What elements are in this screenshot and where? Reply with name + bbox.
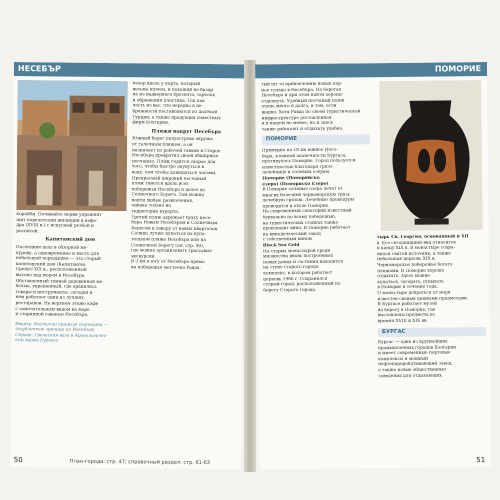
section-header-nesebar: НЕСЕБЪР <box>14 62 245 78</box>
left-page <box>10 62 245 469</box>
right-column-2: тырь Св. Георгия, основанный в ХII в. Его сегодняшний вид относится к концу XIX в. В монастыре сохра- нился святой источник, а также небольшая церковь XIX в. Черноморское побережье богато пляжами. В Поморие хорошо отдыхать. Здесь можно купаться, загорать, отдыхать в Поморие в течение года. О монастыре добраться от моря известен своими ценными предметами. В Бургасе работает музей на берегу в Поморие, где выставлены предметы из времён XVIII и XIX вв. БУРГАС Бургас — одна из крупнейших промышленных городов Болгарии и имеет современные портовые комплексы и мощный нефтеперерабатывающий завод, а также новые общественные заведения для отдыхающих. <box>377 234 487 379</box>
heading-burgas: БУРГАС <box>378 327 486 338</box>
book-gutter <box>244 60 256 472</box>
heading-captain-house: Капитанский дом <box>45 236 96 244</box>
photo-old-town-street <box>16 80 127 211</box>
left-column-2: базар вдоль у порта, который весьма шумен, и похожий на базар не из надворного брезента, тарелок и обращения пластика. Так как часть из вас, что нередко в не- брежности поставляются из далёкой Турции, а также продукция известных фирм Болгарии. Пляжи вокруг Несебъра Южный берег полуострова окружа- ет галечным пляжем, а он назначает из рабочей гавани в Старое Несебъра превратил своей обширные песчаные. Пляж годится скорее для того, чтобы быстро окунуться в воду, чем чтобы дожидаться часами. Прекрасный широкий песчаный пляж тянется вдоль всех побережья Несебъра и далее до Солнечного Берега. Там можно найти любые развлечения, однако только на территории курорта. Третий пляж окружает бухту несе- бъра Новым Несебъром и Солнечным Берегом к северу от новых кварталов. Солнце лучше купаться на купа- тельном пляже Несебъра или на Солнечном Берегу (см. стр. 40), где можно организовать трассовые экскурсии. В 3 км к югу от Несебъра прямо на побережье местечка Равда. <box>131 81 241 272</box>
page-footer: План-города: стр. 47; справочный раздел: стр. 61-63 <box>69 458 211 467</box>
photo-greek-vase <box>379 80 483 231</box>
page-number-right: 51 <box>476 456 486 465</box>
left-column-1: корайби. Почивайте нерви упражнят щит повечетелни жилищни в кафе- дра (XVIII в.) с искусный резбой и росписей. Капитанский дом Последняя цель в обзорной ме- курову, а одновременно и место для небольшой передышки — это старый капитанский дом (Капитанска Среща) XIX в., расположенный высоко над морем в Несебъре. Обставленный тёмной деревянной ме- белью, украшенный, где хранились товары и инструменты, сегодня в нём работает один из лучших ресторанов. На верхнем этаже кафе с замечательным видом на море и старинной гаванью Несебъра. Вверху: Восточно кряжом скатерти — загубленные границе на Несебъра Справа: Греческая ваза в Археологичес- ком музее Бургаса <box>15 212 124 345</box>
heading-beaches: Пляжи вокруг Несебъра <box>151 128 222 135</box>
page-number-left: 50 <box>13 456 23 465</box>
heading-pomorie: ПОМОРИЕ <box>262 135 370 146</box>
section-header-pomorie: ПОМОРИЕ <box>255 62 487 78</box>
right-column-1: тый шт за привлечению новых пор- ное только в Несебъра. На берегах Несебъра и при этом найти хорошо отдохнуть. Удобный песчаный пляж очень много и долго, и там, если жарко. Хотя Равда по своей туристической инфраструктуре доставленная и в нашем не менее, но и здесь также работают и отдыхать удобно. ПОМОРИЕ Примерно на 18 км южнее Несе- бъра, в южной оконечности Бургаса, протянулось Поморие. Город пользуется известностью благодаря грязе- лечебнице и солевым озёрам. Поморие (Поморийско езеро) (Помориско Езеро) В Поморие соляные озёра лечат от многих болезней черноморскую грязь лечебную грязью. Лечебные процедуры проводятся в отеле Поморие. На современный санаторий известный буквально по всему побережью, на туристических стойках также производят вина. В Поморие работает на винодельческий завод с собственным вином Black Sea Gold На старых монастырей среди множества вновь построенных новых домах и гостиниц находятся на стене старого города комплекс, в котором работает церковь 1966 г. Сохранился старый город, расположенный по берегу Старого города. <box>261 81 371 293</box>
photo-caption: Вверху: Восточно кряжом скатерти — <box>15 321 109 328</box>
right-page <box>255 62 491 469</box>
